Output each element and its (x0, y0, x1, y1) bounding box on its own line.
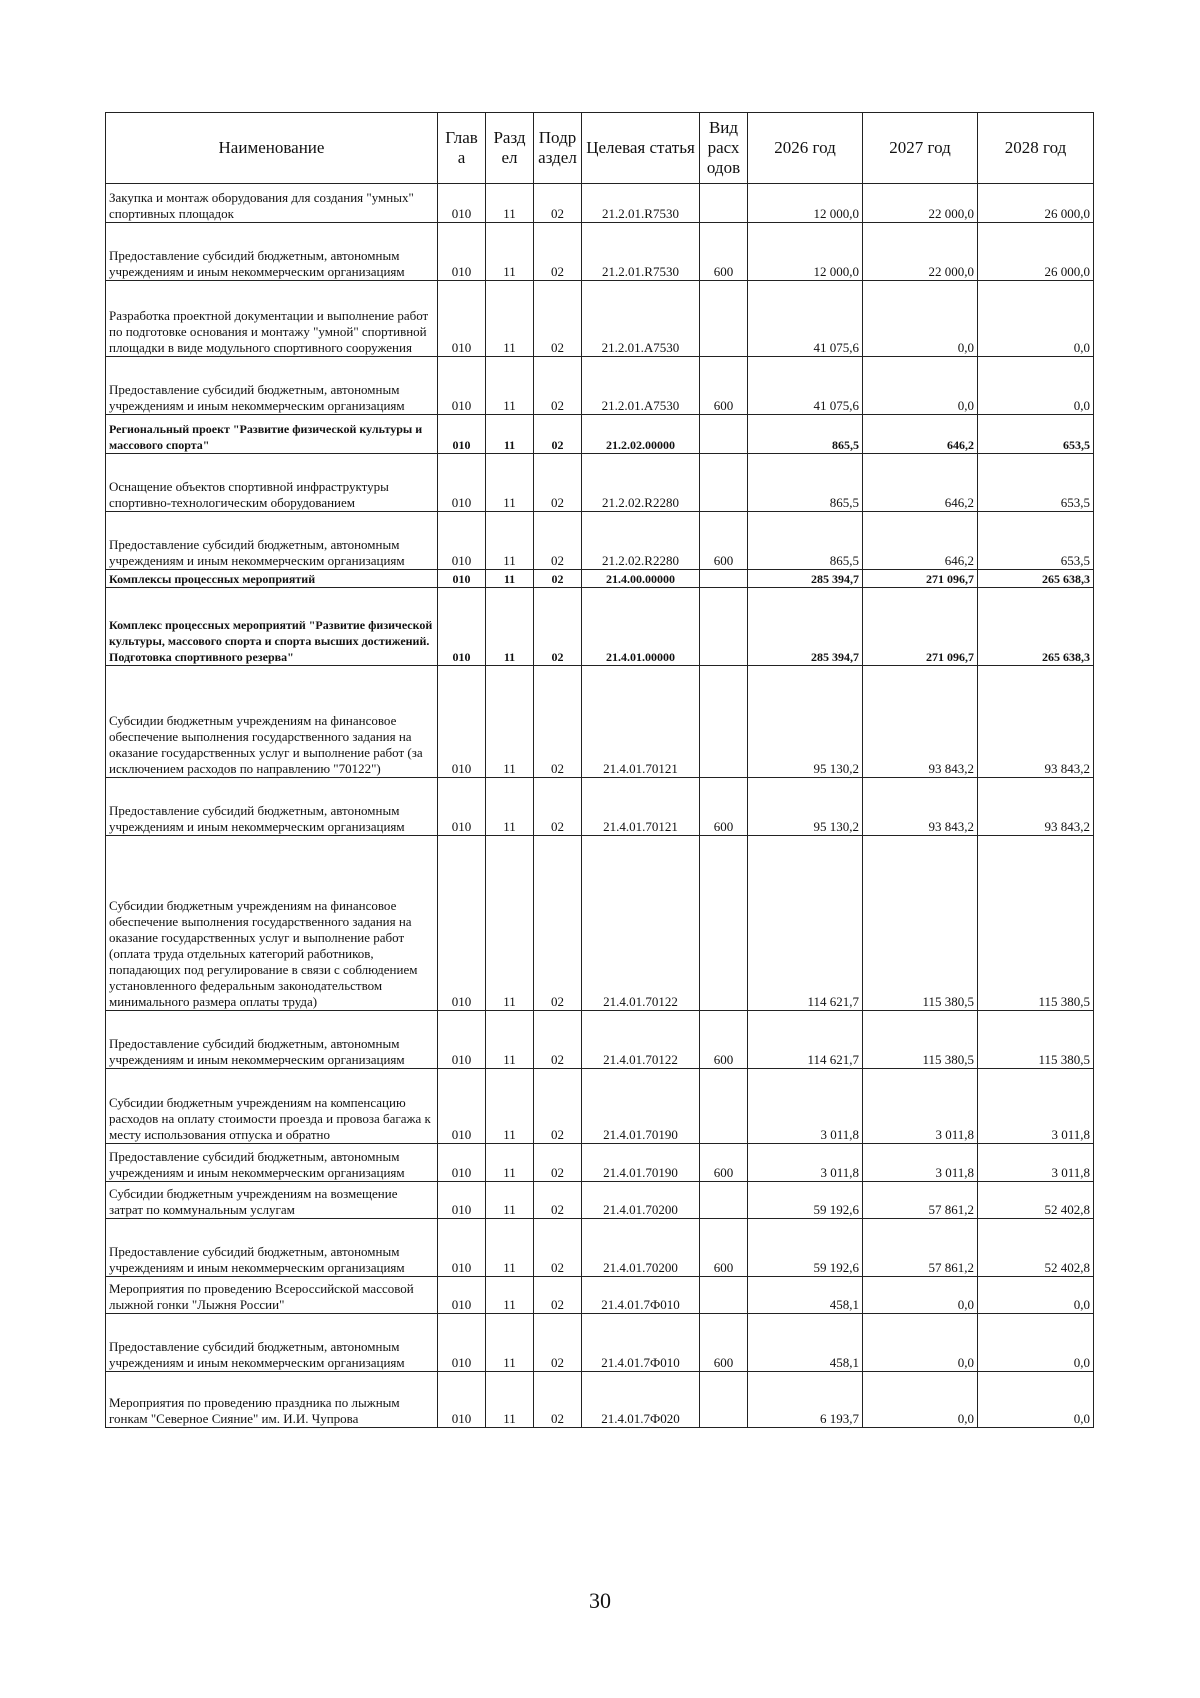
cell-section: 11 (486, 281, 534, 357)
cell-amount-2028: 0,0 (978, 1314, 1094, 1372)
cell-subsection: 02 (534, 1219, 582, 1277)
cell-name: Оснащение объектов спортивной инфраструктуры спортивно-технологическим оборудованием (106, 454, 438, 512)
table-row (106, 1277, 1094, 1314)
cell-name: Субсидии бюджетным учреждениям на финансовое обеспечение выполнения государственного задания на оказание государственных услуг и выполнение работ (за исключением расходов по направлению "70122") (106, 666, 438, 778)
cell-name: Предоставление субсидий бюджетным, автономным учреждениям и иным некоммерческим организациям (106, 778, 438, 836)
header-chapter: Глав а (438, 113, 486, 184)
cell-amount-2026: 12 000,0 (748, 184, 863, 223)
cell-section: 11 (486, 836, 534, 1011)
cell-target-article: 21.4.00.00000 (582, 570, 700, 588)
cell-name: Комплекс процессных мероприятий "Развитие физической культуры, массового спорта и спорта высших достижений. Подготовка спортивного резерва" (106, 588, 438, 666)
cell-expense-type (700, 454, 748, 512)
cell-amount-2026: 6 193,7 (748, 1372, 863, 1428)
cell-target-article: 21.4.01.70122 (582, 836, 700, 1011)
cell-chapter: 010 (438, 588, 486, 666)
cell-name: Предоставление субсидий бюджетным, автономным учреждениям и иным некоммерческим организациям (106, 1314, 438, 1372)
cell-section: 11 (486, 570, 534, 588)
table-row (106, 778, 1094, 836)
cell-amount-2026: 41 075,6 (748, 281, 863, 357)
cell-amount-2026: 865,5 (748, 415, 863, 454)
cell-amount-2027: 57 861,2 (863, 1182, 978, 1219)
cell-target-article: 21.4.01.70200 (582, 1219, 700, 1277)
table-header-row (106, 113, 1094, 184)
table-row (106, 454, 1094, 512)
cell-section: 11 (486, 1069, 534, 1144)
cell-section: 11 (486, 666, 534, 778)
cell-amount-2027: 57 861,2 (863, 1219, 978, 1277)
cell-target-article: 21.4.01.7Ф010 (582, 1277, 700, 1314)
cell-amount-2027: 271 096,7 (863, 588, 978, 666)
table-row (106, 1182, 1094, 1219)
cell-amount-2026: 95 130,2 (748, 666, 863, 778)
cell-expense-type (700, 570, 748, 588)
cell-expense-type: 600 (700, 223, 748, 281)
cell-section: 11 (486, 415, 534, 454)
cell-expense-type (700, 184, 748, 223)
cell-amount-2027: 0,0 (863, 1372, 978, 1428)
cell-amount-2027: 646,2 (863, 512, 978, 570)
cell-chapter: 010 (438, 1069, 486, 1144)
cell-chapter: 010 (438, 1314, 486, 1372)
cell-amount-2028: 93 843,2 (978, 778, 1094, 836)
cell-target-article: 21.2.02.R2280 (582, 512, 700, 570)
cell-subsection: 02 (534, 1011, 582, 1069)
cell-amount-2028: 0,0 (978, 281, 1094, 357)
cell-expense-type: 600 (700, 1219, 748, 1277)
cell-amount-2026: 285 394,7 (748, 588, 863, 666)
cell-target-article: 21.4.01.00000 (582, 588, 700, 666)
cell-subsection: 02 (534, 281, 582, 357)
header-expense-type: Вид расх одов (700, 113, 748, 184)
cell-amount-2027: 646,2 (863, 454, 978, 512)
table-row (106, 1372, 1094, 1428)
cell-amount-2026: 114 621,7 (748, 1011, 863, 1069)
cell-subsection: 02 (534, 778, 582, 836)
cell-amount-2028: 26 000,0 (978, 223, 1094, 281)
cell-subsection: 02 (534, 1144, 582, 1182)
cell-expense-type: 600 (700, 357, 748, 415)
cell-chapter: 010 (438, 1011, 486, 1069)
cell-subsection: 02 (534, 588, 582, 666)
cell-amount-2028: 265 638,3 (978, 570, 1094, 588)
cell-amount-2027: 3 011,8 (863, 1069, 978, 1144)
cell-name: Предоставление субсидий бюджетным, автономным учреждениям и иным некоммерческим организациям (106, 1011, 438, 1069)
cell-amount-2026: 3 011,8 (748, 1069, 863, 1144)
cell-target-article: 21.4.01.70200 (582, 1182, 700, 1219)
cell-expense-type (700, 415, 748, 454)
table-row (106, 357, 1094, 415)
cell-expense-type: 600 (700, 512, 748, 570)
table-row (106, 512, 1094, 570)
cell-amount-2026: 59 192,6 (748, 1182, 863, 1219)
cell-target-article: 21.4.01.70190 (582, 1069, 700, 1144)
cell-expense-type: 600 (700, 1011, 748, 1069)
table-row (106, 415, 1094, 454)
header-year-2028: 2028 год (978, 113, 1094, 184)
cell-amount-2027: 646,2 (863, 415, 978, 454)
cell-expense-type: 600 (700, 778, 748, 836)
table-body (106, 184, 1094, 1428)
cell-amount-2028: 653,5 (978, 415, 1094, 454)
cell-target-article: 21.2.02.R2280 (582, 454, 700, 512)
cell-amount-2028: 115 380,5 (978, 1011, 1094, 1069)
header-name: Наименование (106, 113, 438, 184)
cell-subsection: 02 (534, 666, 582, 778)
cell-subsection: 02 (534, 1069, 582, 1144)
cell-section: 11 (486, 588, 534, 666)
cell-target-article: 21.4.01.70121 (582, 778, 700, 836)
cell-amount-2026: 95 130,2 (748, 778, 863, 836)
cell-target-article: 21.4.01.70121 (582, 666, 700, 778)
cell-target-article: 21.4.01.70190 (582, 1144, 700, 1182)
cell-amount-2027: 3 011,8 (863, 1144, 978, 1182)
cell-subsection: 02 (534, 223, 582, 281)
cell-expense-type (700, 836, 748, 1011)
cell-chapter: 010 (438, 778, 486, 836)
cell-amount-2027: 115 380,5 (863, 836, 978, 1011)
cell-expense-type (700, 281, 748, 357)
cell-chapter: 010 (438, 1182, 486, 1219)
cell-chapter: 010 (438, 1372, 486, 1428)
cell-expense-type (700, 1277, 748, 1314)
cell-section: 11 (486, 223, 534, 281)
cell-section: 11 (486, 357, 534, 415)
cell-expense-type (700, 1372, 748, 1428)
table-row (106, 281, 1094, 357)
cell-target-article: 21.2.01.A7530 (582, 281, 700, 357)
cell-section: 11 (486, 1219, 534, 1277)
cell-target-article: 21.2.01.R7530 (582, 223, 700, 281)
cell-amount-2028: 653,5 (978, 512, 1094, 570)
cell-amount-2027: 271 096,7 (863, 570, 978, 588)
cell-amount-2028: 0,0 (978, 1277, 1094, 1314)
cell-name: Предоставление субсидий бюджетным, автономным учреждениям и иным некоммерческим организациям (106, 357, 438, 415)
cell-section: 11 (486, 778, 534, 836)
cell-chapter: 010 (438, 1144, 486, 1182)
cell-subsection: 02 (534, 1314, 582, 1372)
cell-chapter: 010 (438, 1219, 486, 1277)
cell-section: 11 (486, 1314, 534, 1372)
cell-name: Мероприятия по проведению Всероссийской массовой лыжной гонки "Лыжня России" (106, 1277, 438, 1314)
cell-amount-2028: 0,0 (978, 357, 1094, 415)
cell-name: Закупка и монтаж оборудования для создания "умных" спортивных площадок (106, 184, 438, 223)
table-row (106, 836, 1094, 1011)
cell-name: Региональный проект "Развитие физической культуры и массового спорта" (106, 415, 438, 454)
cell-subsection: 02 (534, 1372, 582, 1428)
cell-section: 11 (486, 1011, 534, 1069)
table-row (106, 1011, 1094, 1069)
cell-amount-2027: 22 000,0 (863, 184, 978, 223)
header-year-2026: 2026 год (748, 113, 863, 184)
cell-amount-2026: 41 075,6 (748, 357, 863, 415)
cell-target-article: 21.4.01.70122 (582, 1011, 700, 1069)
cell-amount-2028: 3 011,8 (978, 1069, 1094, 1144)
cell-subsection: 02 (534, 415, 582, 454)
cell-amount-2026: 458,1 (748, 1314, 863, 1372)
cell-section: 11 (486, 1182, 534, 1219)
cell-section: 11 (486, 1277, 534, 1314)
cell-amount-2028: 653,5 (978, 454, 1094, 512)
cell-amount-2026: 458,1 (748, 1277, 863, 1314)
cell-section: 11 (486, 454, 534, 512)
cell-subsection: 02 (534, 184, 582, 223)
cell-chapter: 010 (438, 223, 486, 281)
cell-section: 11 (486, 184, 534, 223)
cell-amount-2027: 0,0 (863, 281, 978, 357)
cell-subsection: 02 (534, 357, 582, 415)
cell-subsection: 02 (534, 1277, 582, 1314)
cell-name: Субсидии бюджетным учреждениям на возмещение затрат по коммунальным услугам (106, 1182, 438, 1219)
cell-expense-type (700, 666, 748, 778)
table-row (106, 570, 1094, 588)
cell-amount-2026: 865,5 (748, 454, 863, 512)
cell-chapter: 010 (438, 570, 486, 588)
cell-name: Предоставление субсидий бюджетным, автономным учреждениям и иным некоммерческим организациям (106, 223, 438, 281)
cell-expense-type (700, 1069, 748, 1144)
cell-name: Субсидии бюджетным учреждениям на финансовое обеспечение выполнения государственного задания на оказание государственных услуг и выполнение работ (оплата труда отдельных категорий работников, попадающих под регулирование в связи с соблюдением установленного федеральным законодательством минимального размера оплаты труда) (106, 836, 438, 1011)
cell-section: 11 (486, 1144, 534, 1182)
cell-chapter: 010 (438, 1277, 486, 1314)
cell-amount-2028: 93 843,2 (978, 666, 1094, 778)
cell-chapter: 010 (438, 184, 486, 223)
cell-amount-2028: 26 000,0 (978, 184, 1094, 223)
cell-amount-2026: 12 000,0 (748, 223, 863, 281)
cell-name: Комплексы процессных мероприятий (106, 570, 438, 588)
header-section: Разд ел (486, 113, 534, 184)
cell-chapter: 010 (438, 512, 486, 570)
cell-amount-2026: 865,5 (748, 512, 863, 570)
cell-amount-2027: 115 380,5 (863, 1011, 978, 1069)
cell-amount-2027: 22 000,0 (863, 223, 978, 281)
cell-amount-2027: 93 843,2 (863, 778, 978, 836)
cell-chapter: 010 (438, 666, 486, 778)
cell-name: Мероприятия по проведению праздника по лыжным гонкам "Северное Сияние" им. И.И. Чупрова (106, 1372, 438, 1428)
cell-amount-2028: 0,0 (978, 1372, 1094, 1428)
table-row (106, 1144, 1094, 1182)
table-row (106, 1314, 1094, 1372)
cell-chapter: 010 (438, 836, 486, 1011)
cell-amount-2026: 59 192,6 (748, 1219, 863, 1277)
cell-subsection: 02 (534, 454, 582, 512)
header-subsection: Подр аздел (534, 113, 582, 184)
cell-target-article: 21.2.01.A7530 (582, 357, 700, 415)
header-target-article: Целевая статья (582, 113, 700, 184)
cell-amount-2027: 0,0 (863, 357, 978, 415)
cell-expense-type (700, 1182, 748, 1219)
table-row (106, 1219, 1094, 1277)
cell-amount-2028: 115 380,5 (978, 836, 1094, 1011)
cell-amount-2027: 0,0 (863, 1314, 978, 1372)
cell-target-article: 21.4.01.7Ф020 (582, 1372, 700, 1428)
cell-chapter: 010 (438, 454, 486, 512)
cell-section: 11 (486, 512, 534, 570)
budget-table (105, 112, 1094, 1428)
table-row (106, 184, 1094, 223)
table-row (106, 666, 1094, 778)
table-row (106, 588, 1094, 666)
cell-name: Предоставление субсидий бюджетным, автономным учреждениям и иным некоммерческим организациям (106, 1219, 438, 1277)
cell-amount-2026: 285 394,7 (748, 570, 863, 588)
cell-target-article: 21.4.01.7Ф010 (582, 1314, 700, 1372)
cell-subsection: 02 (534, 836, 582, 1011)
cell-name: Субсидии бюджетным учреждениям на компенсацию расходов на оплату стоимости проезда и провоза багажа к месту использования отпуска и обратно (106, 1069, 438, 1144)
cell-expense-type: 600 (700, 1144, 748, 1182)
cell-name: Предоставление субсидий бюджетным, автономным учреждениям и иным некоммерческим организациям (106, 512, 438, 570)
header-year-2027: 2027 год (863, 113, 978, 184)
cell-subsection: 02 (534, 512, 582, 570)
cell-amount-2027: 93 843,2 (863, 666, 978, 778)
cell-amount-2027: 0,0 (863, 1277, 978, 1314)
cell-chapter: 010 (438, 415, 486, 454)
table-row (106, 223, 1094, 281)
cell-subsection: 02 (534, 570, 582, 588)
cell-subsection: 02 (534, 1182, 582, 1219)
cell-amount-2028: 52 402,8 (978, 1219, 1094, 1277)
cell-chapter: 010 (438, 281, 486, 357)
cell-expense-type: 600 (700, 1314, 748, 1372)
cell-name: Предоставление субсидий бюджетным, автономным учреждениям и иным некоммерческим организациям (106, 1144, 438, 1182)
table-row (106, 1069, 1094, 1144)
cell-chapter: 010 (438, 357, 486, 415)
cell-amount-2028: 52 402,8 (978, 1182, 1094, 1219)
cell-section: 11 (486, 1372, 534, 1428)
cell-amount-2028: 3 011,8 (978, 1144, 1094, 1182)
cell-amount-2026: 114 621,7 (748, 836, 863, 1011)
cell-amount-2026: 3 011,8 (748, 1144, 863, 1182)
cell-amount-2028: 265 638,3 (978, 588, 1094, 666)
cell-target-article: 21.2.01.R7530 (582, 184, 700, 223)
cell-target-article: 21.2.02.00000 (582, 415, 700, 454)
cell-expense-type (700, 588, 748, 666)
page-number: 30 (589, 1588, 611, 1613)
cell-name: Разработка проектной документации и выполнение работ по подготовке основания и монтажу "умной" спортивной площадки в виде модульного спортивного сооружения (106, 281, 438, 357)
